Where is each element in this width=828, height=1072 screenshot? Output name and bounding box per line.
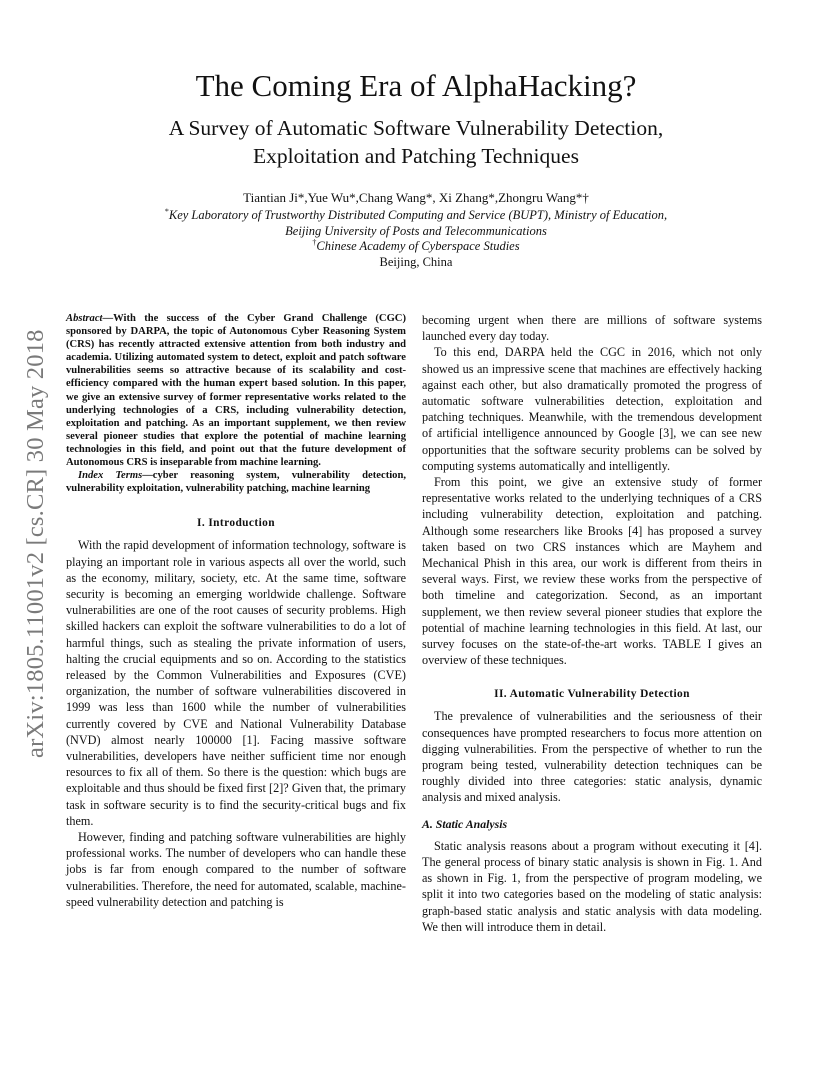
affiliations	[66, 208, 766, 270]
intro-paragraph-2: However, finding and patching software vulnerabilities are highly professional works. The number of developers who can handle these jobs is far from enough compared to the number of software vulnerabilities. Therefore, the need for automated, scalable, machine-speed vulnerability detection and patching is	[66, 829, 406, 909]
index-terms-label: Index Terms	[78, 470, 143, 482]
author-list: Tiantian Ji*,Yue Wu*,Chang Wang*, Xi Zhang*,Zhongru Wang*†	[243, 190, 589, 205]
subtitle-line-1: A Survey of Automatic Software Vulnerability Detection,	[168, 116, 664, 140]
static-paragraph-1: Static analysis reasons about a program without executing it [4]. The general process of binary static analysis is shown in Fig. 1. And as shown in Fig. 1, from the perspective of program modeling, we split it into two categories based on the modeling of static analysis: graph-based static analysis and static analysis with data modeling. We then will introduce them in detail.	[422, 838, 762, 934]
right-paragraph-1: To this end, DARPA held the CGC in 2016, which not only showed us an impressive scene that machines are effectively hacking against each other, but also dramatically promoted the progress of automatic software vulnerabilities detection, exploitation and patching techniques. Meanwhile, with the tremendous development of artificial intelligence announced by Google [3], we can see new opportunities that the software security problems can be solved by computing systems automatically and intelligently.	[422, 345, 762, 473]
affiliation-line-3	[66, 239, 766, 255]
affiliation-text-1: Key Laboratory of Trustworthy Distributed Computing and Service (BUPT), Ministry of Education,	[168, 208, 668, 222]
arxiv-identifier: arXiv:1805.11001v2 [cs.CR] 30 May 2018	[22, 329, 49, 758]
affiliation-text-3: Chinese Academy of Cyberspace Studies	[316, 239, 520, 253]
abstract	[66, 312, 406, 469]
section-heading-introduction: I. Introduction	[197, 517, 275, 530]
right-column	[422, 312, 762, 935]
subtitle-line-2: Exploitation and Patching Techniques	[253, 144, 579, 168]
paper-subtitle	[66, 114, 766, 170]
avd-paragraph-1: The prevalence of vulnerabilities and the seriousness of their consequences have prompted researchers to focus more attention on digging vulnerabilities. From the perspective of whether to run the program being tested, vulnerability detection techniques can be roughly divided into three categories: static analysis, dynamic analysis and mixed analysis.	[422, 709, 762, 805]
abstract-label: Abstract	[66, 313, 103, 324]
subsection-heading-static-analysis: A. Static Analysis	[422, 816, 508, 831]
right-paragraph-2: From this point, we give an extensive study of former representative works related to the underlying techniques of a CRS including vulnerability detection, exploitation and patching. Although some researchers like Brooks [4] has proposed a survey taken based on two CRS instances which are Mayhem and Mechanical Phish in this area, our work is different from theirs in several ways. First, we review these works from the perspective of both timeline and categorization. Second, as an important supplement, we then review several pioneer studies that explore the potential of machine learning technologies in this field. At last, our survey focuses on the state-of-the-art works. TABLE I gives an overview of these techniques.	[422, 475, 762, 668]
index-terms	[66, 469, 406, 495]
affiliation-mark-1: *	[164, 207, 169, 216]
affiliation-line-1	[66, 208, 766, 224]
section-heading-avd: II. Automatic Vulnerability Detection	[494, 688, 690, 701]
intro-paragraph-1: With the rapid development of information technology, software is playing an important role in various aspects all over the world, such as the economy, military, society, etc. At the same time, software security is becoming an emerging worldwide challenge. Software vulnerabilities are one of the root causes of security problems. High skilled hackers can exploit the software vulnerabilities to do a lot of harmful things, such as stealing the private information of users, halting the crucial equipments and so on. According to the statistics released by the Common Vulnerabilities and Exposures (CVE) organization, the number of software vulnerabilities discovered in 1999 was less than 1600 while the number of vulnerabilities currently covered by CVE and National Vulnerability Database (NVD) almost nearly 100000 [1]. Facing massive software vulnerabilities, developers have neither sufficient time nor enough resources to fix all of them. So there is the question: which bugs are exploitable and thus should be fixed first [2]? Given that, the primary task in software security is to find the security-critical bugs and fix them.	[66, 538, 406, 828]
abstract-text: —With the success of the Cyber Grand Challenge (CGC) sponsored by DARPA, the topic of Autonomous Cyber Reasoning System (CRS) has recently attracted extensive attention from both industry and academia. Utilizing automated system to detect, exploit and patch software vulnerabilities seems so attractive because of its scalability and cost-efficiency compared with the human expert based solution. In this paper, we give an extensive survey of former representative works related to the underlying technologies of a CRS, including vulnerability detection, exploitation and patching. As an important supplement, we then review several pioneer studies that explore the potential of machine learning technologies in this field, and point out that the future development of Autonomous CRS is inseparable from machine learning.	[66, 313, 406, 469]
affiliation-line-2: Beijing University of Posts and Telecommunications	[285, 223, 547, 238]
right-paragraph-continued: becoming urgent when there are millions of software systems launched every day today.	[422, 313, 762, 344]
paper-title: The Coming Era of AlphaHacking?	[195, 68, 637, 103]
left-column	[66, 312, 406, 910]
index-terms-text: —cyber reasoning system, vulnerability detection, vulnerability exploitation, vulnerability patching, machine learning	[66, 470, 406, 495]
affiliation-mark-2: †	[312, 238, 317, 247]
affiliation-line-4: Beijing, China	[379, 254, 453, 269]
